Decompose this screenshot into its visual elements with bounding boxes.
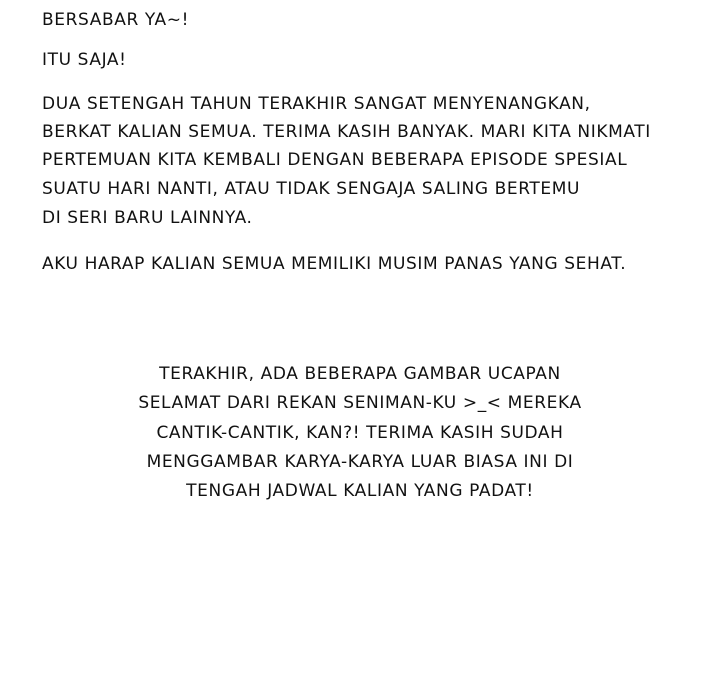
paragraph-line: PERTEMUAN KITA KEMBALI DENGAN BEBERAPA EPISODE SPESIAL bbox=[42, 150, 628, 170]
centered-line: TERAKHIR, ADA BEBERAPA GAMBAR UCAPAN bbox=[159, 364, 561, 384]
paragraph-line: SUATU HARI NANTI, ATAU TIDAK SENGAJA SALING BERTEMU bbox=[42, 179, 581, 199]
text-line-bersabar: BERSABAR YA~! bbox=[42, 10, 190, 30]
centered-line: MENGGAMBAR KARYA-KARYA LUAR BIASA INI DI bbox=[146, 452, 574, 472]
paragraph-line-summer: AKU HARAP KALIAN SEMUA MEMILIKI MUSIM PANAS YANG SEHAT. bbox=[42, 254, 627, 274]
text-line-itu-saja: ITU SAJA! bbox=[42, 50, 127, 70]
centered-line: SELAMAT DARI REKAN SENIMAN-KU >_< MEREKA bbox=[138, 393, 582, 413]
centered-line: CANTIK-CANTIK, KAN?! TERIMA KASIH SUDAH bbox=[156, 423, 564, 443]
paragraph-line: DUA SETENGAH TAHUN TERAKHIR SANGAT MENYENANGKAN, bbox=[42, 94, 591, 114]
centered-line: TENGAH JADWAL KALIAN YANG PADAT! bbox=[186, 481, 534, 501]
paragraph-line: DI SERI BARU LAINNYA. bbox=[42, 208, 253, 228]
paragraph-line: BERKAT KALIAN SEMUA. TERIMA KASIH BANYAK. MARI KITA NIKMATI bbox=[42, 122, 651, 142]
